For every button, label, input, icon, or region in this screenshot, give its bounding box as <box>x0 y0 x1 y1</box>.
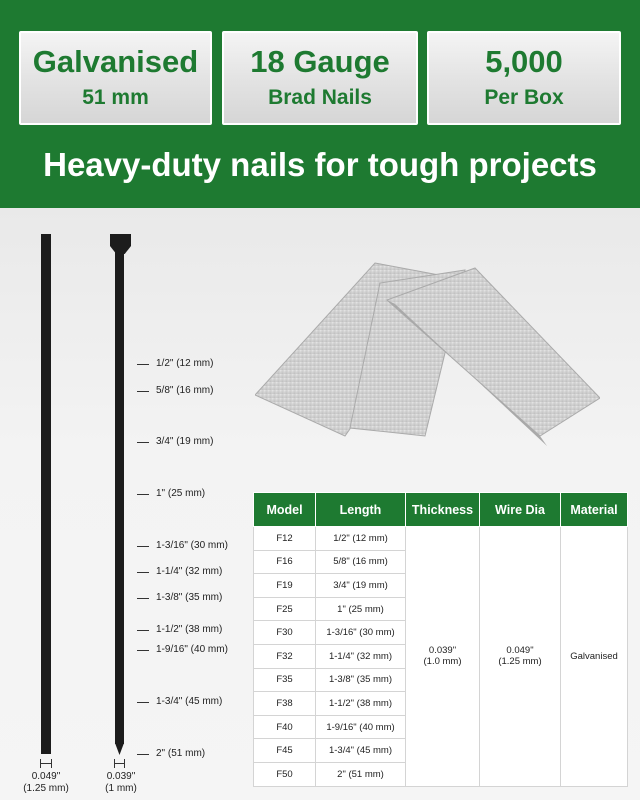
cell-length: 2" (51 mm) <box>316 762 406 786</box>
brad-nail-strips-image <box>255 258 600 448</box>
badge-galvanised <box>19 31 212 125</box>
badge-subtitle: Per Box <box>484 86 564 109</box>
nail-width-label: 0.049" (1.25 mm) <box>23 771 69 794</box>
width-dimension-marker <box>114 759 125 768</box>
length-tick <box>137 598 149 599</box>
cell-thickness: 0.039" (1.0 mm) <box>406 527 480 787</box>
column-header: Wire Dia <box>480 493 561 527</box>
table-row <box>254 527 628 551</box>
cell-model: F38 <box>254 692 316 716</box>
length-tick-label: 1-1/2" (38 mm) <box>156 624 223 635</box>
cell-wire-dia: 0.049" (1.25 mm) <box>480 527 561 787</box>
length-tick <box>137 494 149 495</box>
length-tick-label: 1-3/16" (30 mm) <box>156 540 228 551</box>
cell-model: F35 <box>254 668 316 692</box>
column-header: Length <box>316 493 406 527</box>
length-tick <box>137 702 149 703</box>
badge-gauge <box>222 31 418 125</box>
length-tick-label: 3/4" (19 mm) <box>156 436 214 447</box>
badge-quantity <box>427 31 621 125</box>
cell-length: 1-3/16" (30 mm) <box>316 621 406 645</box>
cell-model: F12 <box>254 527 316 551</box>
tagline: Heavy-duty nails for tough projects <box>43 146 597 183</box>
length-tick-label: 1/2" (12 mm) <box>156 358 214 369</box>
cell-model: F16 <box>254 550 316 574</box>
length-tick <box>137 442 149 443</box>
length-tick-label: 1" (25 mm) <box>156 488 206 499</box>
cell-length: 5/8" (16 mm) <box>316 550 406 574</box>
length-tick-label: 5/8" (16 mm) <box>156 385 214 396</box>
length-tick <box>137 572 149 573</box>
cell-length: 3/4" (19 mm) <box>316 574 406 598</box>
width-dimension-marker <box>40 759 52 768</box>
badge-title: 5,000 <box>485 44 563 79</box>
cell-model: F40 <box>254 715 316 739</box>
length-tick <box>137 391 149 392</box>
cell-length: 1-3/8" (35 mm) <box>316 668 406 692</box>
cell-model: F19 <box>254 574 316 598</box>
nail-illustration-thin <box>115 252 124 744</box>
cell-model: F25 <box>254 597 316 621</box>
length-tick <box>137 546 149 547</box>
length-tick-label: 1-1/4" (32 mm) <box>156 566 223 577</box>
length-tick-label: 1-3/8" (35 mm) <box>156 592 223 603</box>
length-tick-label: 1-3/4" (45 mm) <box>156 696 223 707</box>
length-tick <box>137 364 149 365</box>
header-banner <box>0 0 640 208</box>
badge-subtitle: Brad Nails <box>268 86 372 109</box>
length-tick <box>137 630 149 631</box>
cell-length: 1-1/4" (32 mm) <box>316 644 406 668</box>
column-header: Material <box>561 493 628 527</box>
cell-length: 1" (25 mm) <box>316 597 406 621</box>
cell-model: F30 <box>254 621 316 645</box>
length-tick <box>137 650 149 651</box>
cell-model: F45 <box>254 739 316 763</box>
badge-subtitle: 51 mm <box>82 86 149 109</box>
length-tick <box>137 754 149 755</box>
length-tick-label: 2" (51 mm) <box>156 748 206 759</box>
cell-model: F50 <box>254 762 316 786</box>
nail-width-label: 0.039" (1 mm) <box>105 771 137 794</box>
cell-material: Galvanised <box>561 527 628 787</box>
cell-length: 1-3/4" (45 mm) <box>316 739 406 763</box>
badge-title: 18 Gauge <box>250 44 390 79</box>
table-header-row <box>254 493 628 527</box>
cell-length: 1/2" (12 mm) <box>316 527 406 551</box>
column-header: Thickness <box>406 493 480 527</box>
badge-title: Galvanised <box>32 44 199 79</box>
cell-model: F32 <box>254 644 316 668</box>
column-header: Model <box>254 493 316 527</box>
cell-length: 1-9/16" (40 mm) <box>316 715 406 739</box>
length-tick-label: 1-9/16" (40 mm) <box>156 644 228 655</box>
nail-illustration-thick <box>41 234 51 754</box>
spec-table <box>253 492 628 787</box>
cell-length: 1-1/2" (38 mm) <box>316 692 406 716</box>
